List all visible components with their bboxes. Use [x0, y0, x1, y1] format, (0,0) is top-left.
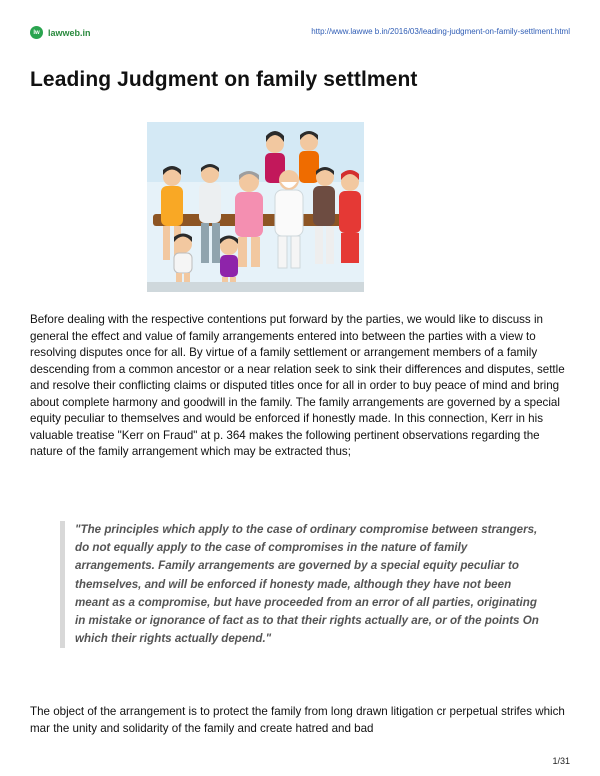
brand[interactable] [30, 26, 91, 39]
page-header [30, 26, 570, 42]
family-illustration [147, 122, 364, 292]
body-paragraph-1: Before dealing with the respective contentions put forward by the parties, we would like to discuss in general the effect and value of family arrangements entered into between the parties with a view to resolving disputes once for all. By virtue of a family settlement or arrangement members of a family descending from a common ancestor or a near relation seek to sink their differences and disputes, settle and resolve their conflicting claims or disputed titles once for all in order to buy peace of mind and bring about complete harmony and goodwill in the family. The family arrangements are governed by a special equity peculiar to themselves and would be enforced if honestly made. In this connection, Kerr in his valuable treatise "Kerr on Fraud" at p. 364 makes the following pertinent observations regarding the nature of the family arrangement which may be extracted thus; [30, 313, 565, 458]
page-number: 1/31 [552, 756, 570, 766]
body-paragraph-2: The object of the arrangement is to protect the family from long drawn litigation cr perpetual strifes which mar the unity and solidarity of the family and create hatred and bad [30, 705, 565, 735]
seated-woman-red [339, 170, 361, 263]
article-title: Leading Judgment on family settlment [30, 68, 418, 91]
blockquote-kerr-on-fraud: "The principles which apply to the case of ordinary compromise between strangers, do not equally apply to the case of compromises in the nature of family arrangements. Family arrangements are governed by a special equity peculiar to themselves, and will be enforced if honesty made, although they have not been meant as a compromise, but have proceeded from an error of all parties, originating in mistake or ignorance of fact as to that their rights actually are, or of the points On which their rights actually depend." [60, 521, 545, 648]
floor [147, 282, 364, 292]
brand-name[interactable]: lawweb.in [48, 27, 91, 38]
lawweb-logo-icon: lw [30, 26, 43, 39]
standing-man [299, 131, 319, 183]
page-url-link[interactable]: http://www.lawwe b.in/2016/03/leading-judgment-on-family-settlment.html [311, 27, 570, 36]
